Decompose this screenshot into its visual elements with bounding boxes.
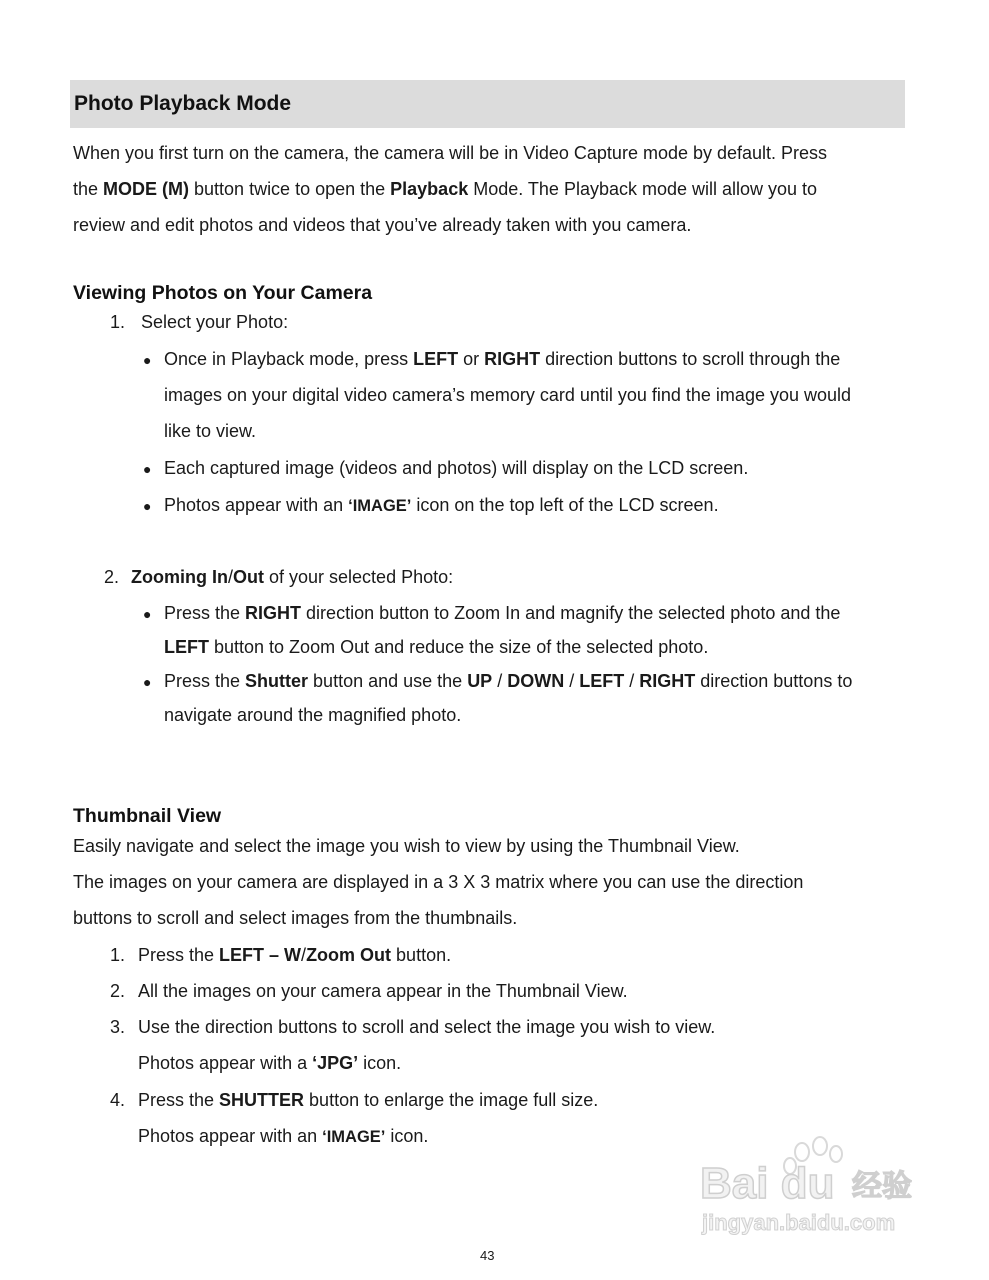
shutter-label: SHUTTER xyxy=(219,1090,305,1110)
step-1-label: Select your Photo: xyxy=(141,312,289,332)
bullet-text: Once in Playback mode, press xyxy=(164,349,414,369)
left-w-label: LEFT – W xyxy=(219,945,302,965)
thumb-step-4 xyxy=(138,1090,598,1111)
intro-line-3 xyxy=(73,215,691,236)
right-label: RIGHT xyxy=(484,349,541,369)
step-text: Press the xyxy=(138,945,220,965)
left-label: LEFT xyxy=(164,637,209,657)
right-label: RIGHT xyxy=(245,603,302,623)
intro-text: button twice to open the xyxy=(189,179,391,199)
thumb-step-4-note xyxy=(138,1126,428,1147)
thumb-step-2-number: 2. xyxy=(110,981,126,1001)
slash: / xyxy=(624,671,640,691)
bullet-4-line-2 xyxy=(164,637,708,658)
left-label: LEFT xyxy=(579,671,625,691)
bullet-4-line-1 xyxy=(164,603,840,624)
section-title: Photo Playback Mode xyxy=(74,92,292,115)
bullet-5-line-2: navigate around the magnified photo. xyxy=(164,705,462,725)
thumb-step-3: Use the direction buttons to scroll and select the image you wish to view. xyxy=(138,1017,716,1037)
step-text: icon. xyxy=(358,1053,402,1073)
watermark-cn: 经验 xyxy=(852,1169,912,1204)
mode-m-label: MODE (M) xyxy=(103,179,190,199)
bullet-text: icon on the top left of the LCD screen. xyxy=(411,495,719,515)
bullet-icon: ● xyxy=(143,498,152,514)
bullet-icon: ● xyxy=(143,352,152,368)
step-text: Photos appear with an xyxy=(138,1126,323,1146)
zooming-in-label: Zooming In xyxy=(131,567,228,587)
left-label: LEFT xyxy=(413,349,459,369)
baidu-watermark xyxy=(690,1130,940,1240)
bullet-text: direction buttons to xyxy=(695,671,853,691)
thumb-step-2: All the images on your camera appear in the Thumbnail View. xyxy=(138,981,628,1001)
page-number: 43 xyxy=(480,1248,495,1263)
thumb-step-1 xyxy=(138,945,451,966)
step-2-label xyxy=(131,567,453,588)
bullet-icon: ● xyxy=(143,461,152,477)
watermark-brand: Bai du xyxy=(700,1159,835,1208)
bullet-1-line-2: images on your digital video camera’s memory card until you find the image you would xyxy=(164,385,852,405)
bullet-1-line-1 xyxy=(164,349,840,370)
up-label: UP xyxy=(467,671,493,691)
thumb-step-3-note xyxy=(138,1053,401,1074)
bullet-5-line-1 xyxy=(164,671,852,692)
bullet-icon: ● xyxy=(143,606,152,622)
thumb-step-1-number: 1. xyxy=(110,945,126,965)
thumb-step-3-number: 3. xyxy=(110,1017,126,1037)
bullet-text: Photos appear with an xyxy=(164,495,349,515)
bullet-text: button and use the xyxy=(308,671,468,691)
intro-text: review and edit photos and videos that you’ve already taken with you camera. xyxy=(73,215,692,235)
slash: / xyxy=(301,945,307,965)
intro-text: Mode. The Playback mode will allow you to xyxy=(468,179,818,199)
intro-line-2 xyxy=(73,179,817,200)
bullet-2: Each captured image (videos and photos) will display on the LCD screen. xyxy=(164,458,749,478)
intro-text: the xyxy=(73,179,104,199)
bullet-icon: ● xyxy=(143,674,152,690)
step-1-number: 1. xyxy=(110,312,126,332)
bullet-text: or xyxy=(458,349,485,369)
slash: / xyxy=(492,671,508,691)
step-2-number: 2. xyxy=(104,567,120,587)
image-label: ‘IMAGE’ xyxy=(322,1128,386,1146)
shutter-label: Shutter xyxy=(245,671,309,691)
bullet-text: direction buttons to scroll through the xyxy=(540,349,841,369)
step-text: Press the xyxy=(138,1090,220,1110)
step-text: button. xyxy=(391,945,452,965)
intro-line-1 xyxy=(73,143,827,164)
paw-toe-icon xyxy=(813,1137,827,1155)
bullet-text: button to Zoom Out and reduce the size of the selected photo. xyxy=(209,637,709,657)
section-header xyxy=(70,80,905,128)
down-label: DOWN xyxy=(507,671,565,691)
step-text: of your selected Photo: xyxy=(264,567,454,587)
bullet-3 xyxy=(164,495,719,516)
slash: / xyxy=(227,567,233,587)
playback-label: Playback xyxy=(390,179,469,199)
bullet-text: direction button to Zoom In and magnify the selected photo and the xyxy=(301,603,841,623)
out-label: Out xyxy=(233,567,264,587)
jpg-label: ‘JPG’ xyxy=(312,1053,359,1073)
intro-text: When you first turn on the camera, the camera will be in Video Capture mode by default. Press xyxy=(73,143,828,163)
image-label: ‘IMAGE’ xyxy=(348,497,412,515)
bullet-text: Press the xyxy=(164,671,246,691)
thumbnail-para-2: The images on your camera are displayed in a 3 X 3 matrix where you can use the direction xyxy=(73,872,804,892)
thumbnail-para-1: Easily navigate and select the image you wish to view by using the Thumbnail View. xyxy=(73,836,740,856)
baidu-watermark-graphic xyxy=(690,1130,940,1240)
slash: / xyxy=(564,671,580,691)
step-text: Photos appear with a xyxy=(138,1053,313,1073)
right-label: RIGHT xyxy=(639,671,696,691)
step-text: button to enlarge the image full size. xyxy=(304,1090,599,1110)
viewing-title: Viewing Photos on Your Camera xyxy=(73,282,373,304)
thumbnail-title: Thumbnail View xyxy=(73,805,222,827)
step-text: icon. xyxy=(385,1126,429,1146)
bullet-1-line-3: like to view. xyxy=(164,421,257,441)
zoom-out-label: Zoom Out xyxy=(306,945,392,965)
thumb-step-4-number: 4. xyxy=(110,1090,126,1110)
bullet-text: Press the xyxy=(164,603,246,623)
thumbnail-para-3: buttons to scroll and select images from the thumbnails. xyxy=(73,908,518,928)
watermark-url: jingyan.baidu.com xyxy=(702,1210,896,1235)
